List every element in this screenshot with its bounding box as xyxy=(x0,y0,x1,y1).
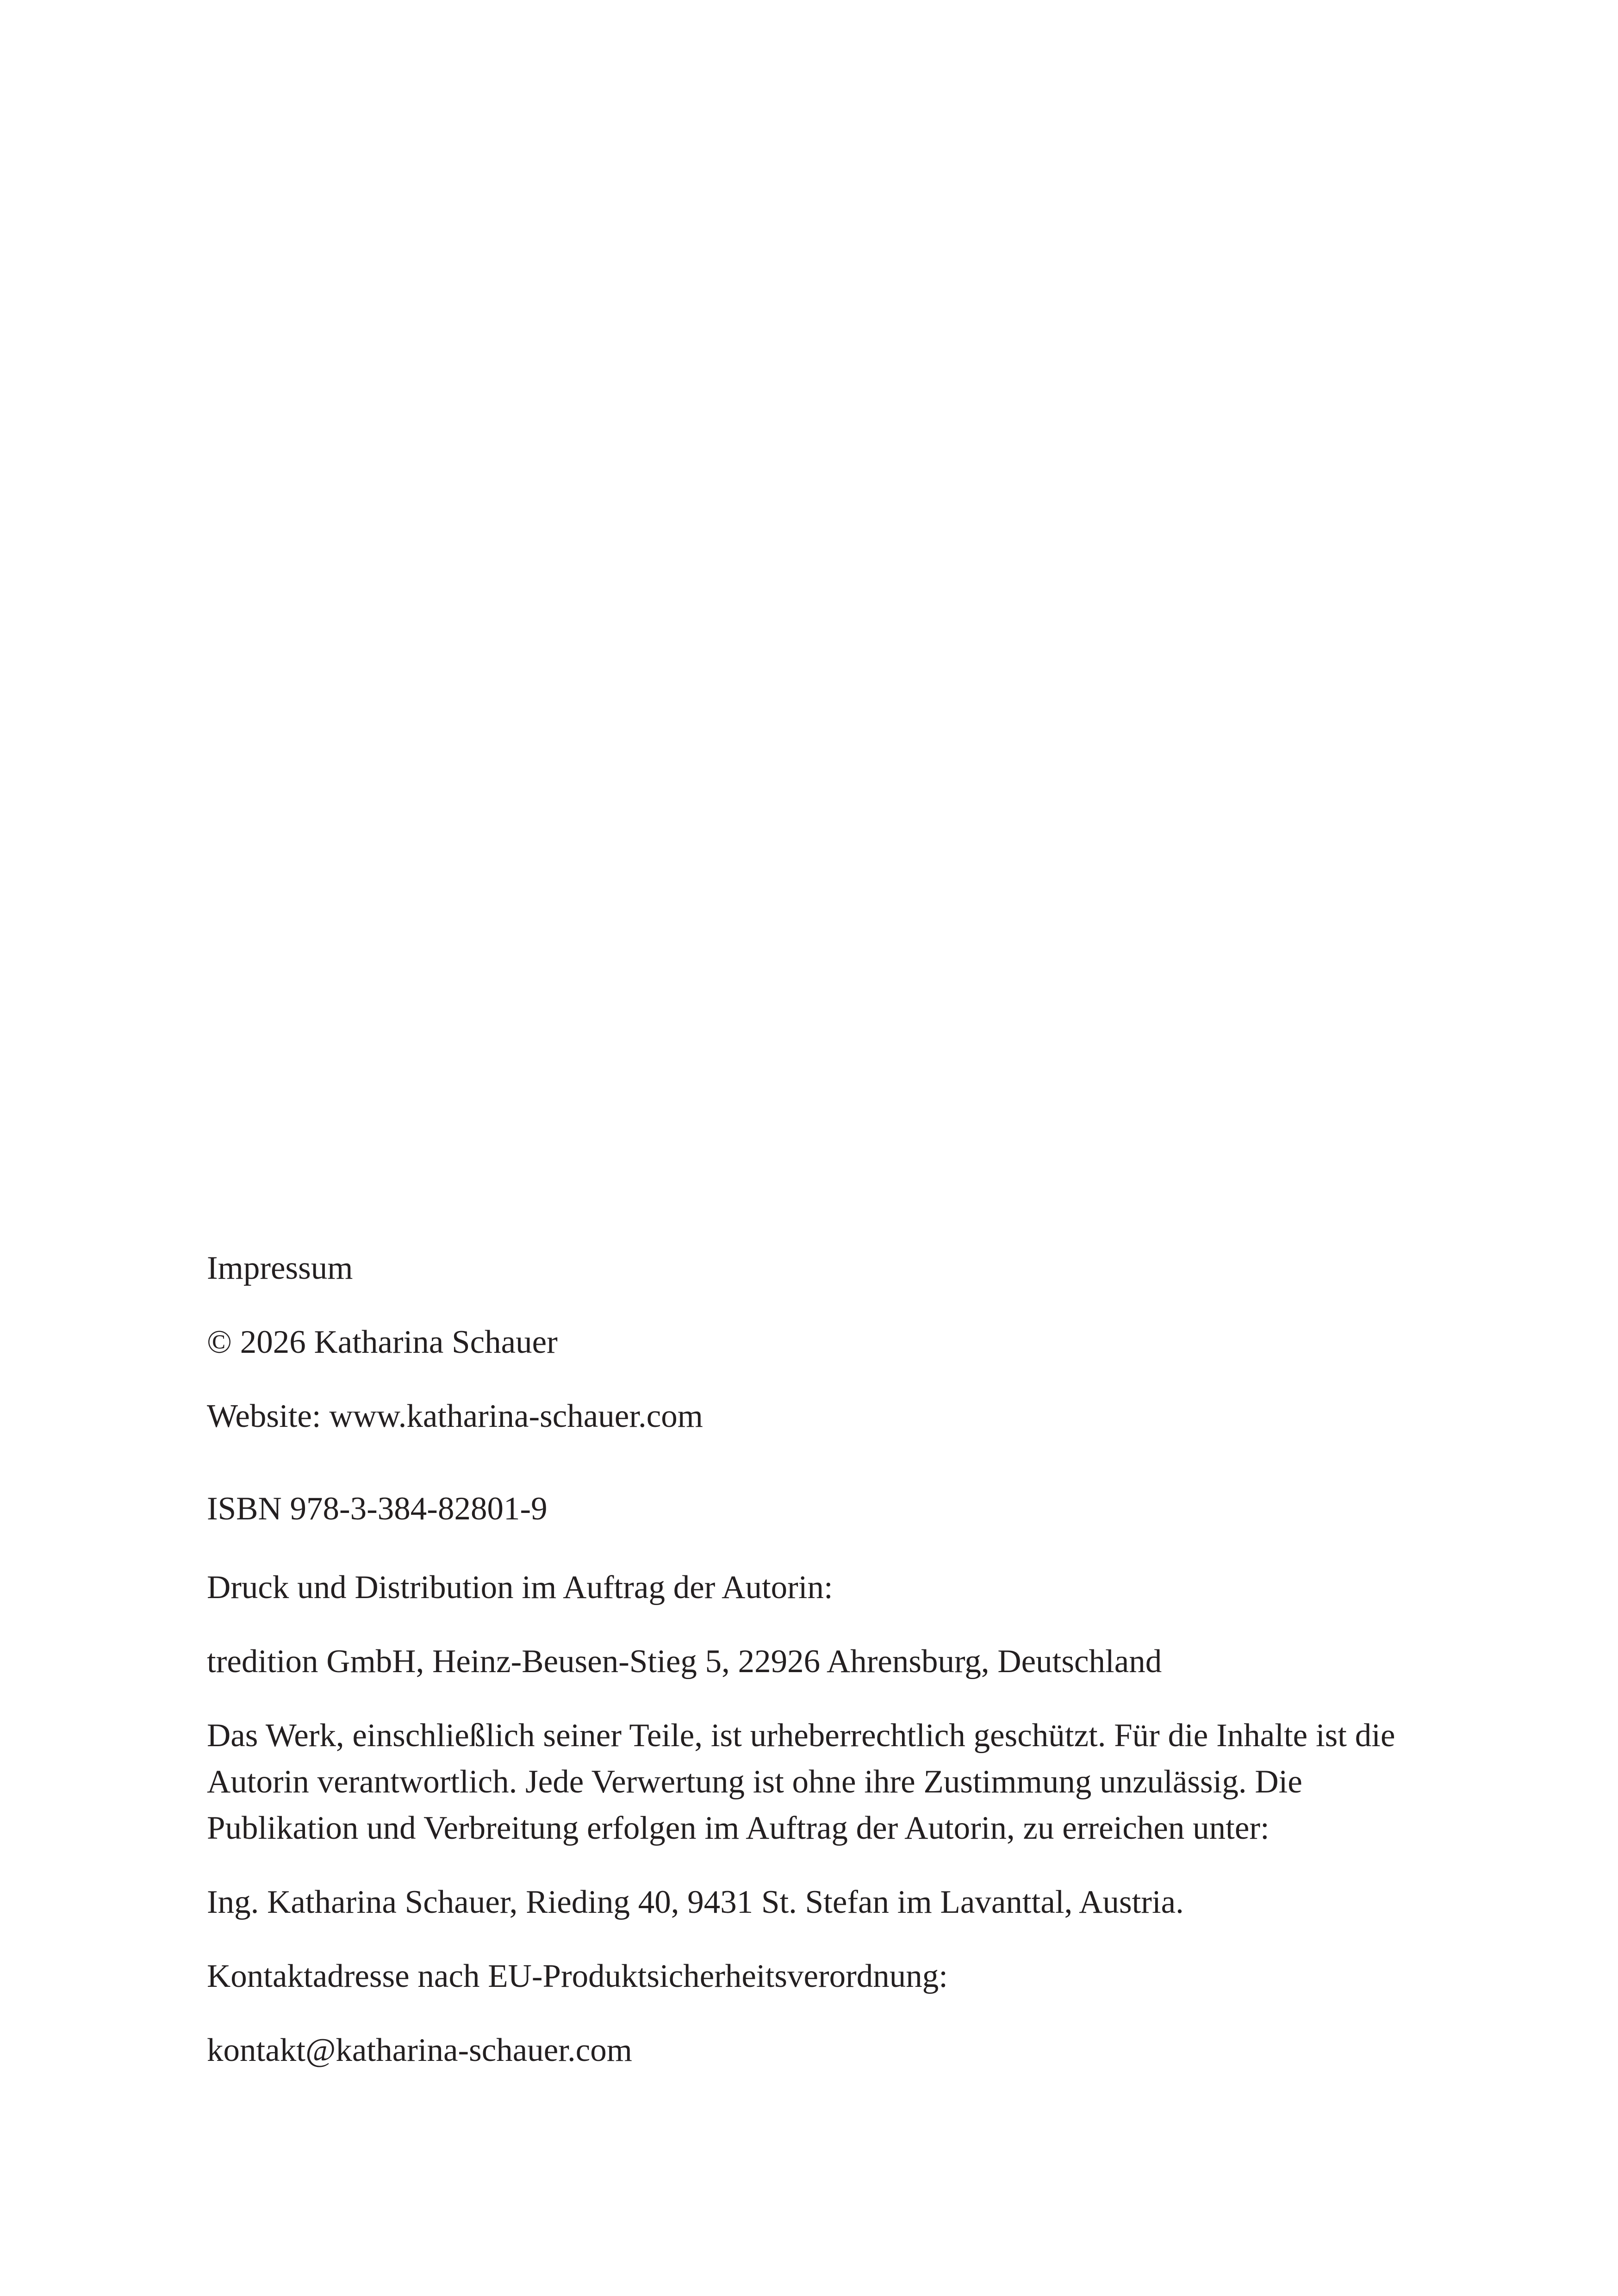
copyright-line: © 2026 Katharina Schauer xyxy=(207,1324,558,1360)
author-address: Ing. Katharina Schauer, Rieding 40, 9431 St. Stefan im Lavanttal, Austria. xyxy=(207,1884,1184,1920)
publisher-address: tredition GmbH, Heinz-Beusen-Stieg 5, 22926 Ahrensburg, Deutschland xyxy=(207,1643,1162,1680)
distribution-label: Druck und Distribution im Auftrag der Autorin: xyxy=(207,1569,833,1605)
contact-label: Kontaktadresse nach EU-Produktsicherheitsverordnung: xyxy=(207,1958,948,1994)
imprint-block xyxy=(207,1245,1419,2073)
isbn-line: ISBN 978-3-384-82801-9 xyxy=(207,1491,548,1527)
imprint-heading: Impressum xyxy=(207,1250,353,1286)
website-line: Website: www.katharina-schauer.com xyxy=(207,1398,703,1434)
contact-email: kontakt@katharina-schauer.com xyxy=(207,2032,633,2068)
legal-notice: Das Werk, einschließlich seiner Teile, ist urheberrechtlich geschützt. Für die Inhalte ist die Autorin verantwortlich. Jede Verwertung ist ohne ihre Zustimmung unzulässig. Die Publikation und Verbreitung erfolgen im Auftrag der Autorin, zu erreichen unter: xyxy=(207,1717,1395,1846)
